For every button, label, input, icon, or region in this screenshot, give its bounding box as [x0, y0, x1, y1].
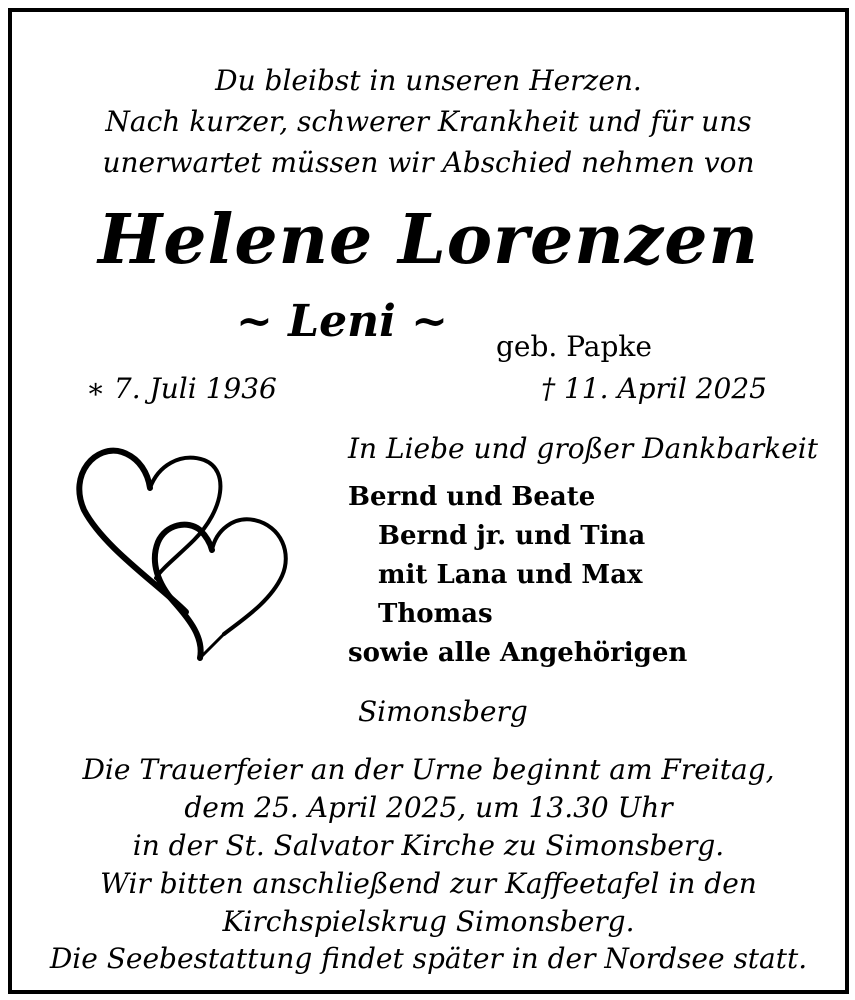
- service-info: [12, 751, 845, 941]
- birth-name: geb. Papke: [496, 330, 652, 363]
- intro-line: Nach kurzer, schwerer Krankheit und für uns: [105, 105, 752, 138]
- birth-date: ∗ 7. Juli 1936: [86, 372, 277, 405]
- service-line: Die Trauerfeier an der Urne beginnt am Freitag,: [82, 753, 775, 786]
- intro-text: [12, 60, 845, 183]
- death-date: † 11. April 2025: [541, 372, 767, 405]
- deceased-name: Helene Lorenzen: [98, 200, 759, 280]
- family-member: Thomas: [378, 599, 493, 629]
- burial-info: Die Seebestattung findet später in der Nordsee statt.: [49, 942, 808, 975]
- service-line: dem 25. April 2025, um 13.30 Uhr: [184, 791, 673, 824]
- family-member: Bernd jr. und Tina: [378, 521, 646, 551]
- place-name: Simonsberg: [358, 695, 528, 728]
- intro-line: Du bleibst in unseren Herzen.: [215, 64, 642, 97]
- service-line: Wir bitten anschließend zur Kaffeetafel in den: [100, 867, 757, 900]
- two-hearts-icon: [74, 444, 294, 666]
- service-line: in der St. Salvator Kirche zu Simonsberg.: [132, 829, 725, 862]
- service-line: Kirchspielskrug Simonsberg.: [222, 905, 635, 938]
- deceased-nickname: ~ Leni ~: [236, 296, 449, 347]
- family-list: [348, 478, 687, 673]
- family-member: mit Lana und Max: [378, 560, 643, 590]
- family-member: sowie alle Angehörigen: [348, 638, 688, 668]
- intro-line: unerwartet müssen wir Abschied nehmen von: [102, 146, 755, 179]
- obituary-frame: [8, 8, 849, 994]
- family-member: Bernd und Beate: [348, 482, 596, 512]
- dedication-line: In Liebe und großer Dankbarkeit: [348, 432, 819, 465]
